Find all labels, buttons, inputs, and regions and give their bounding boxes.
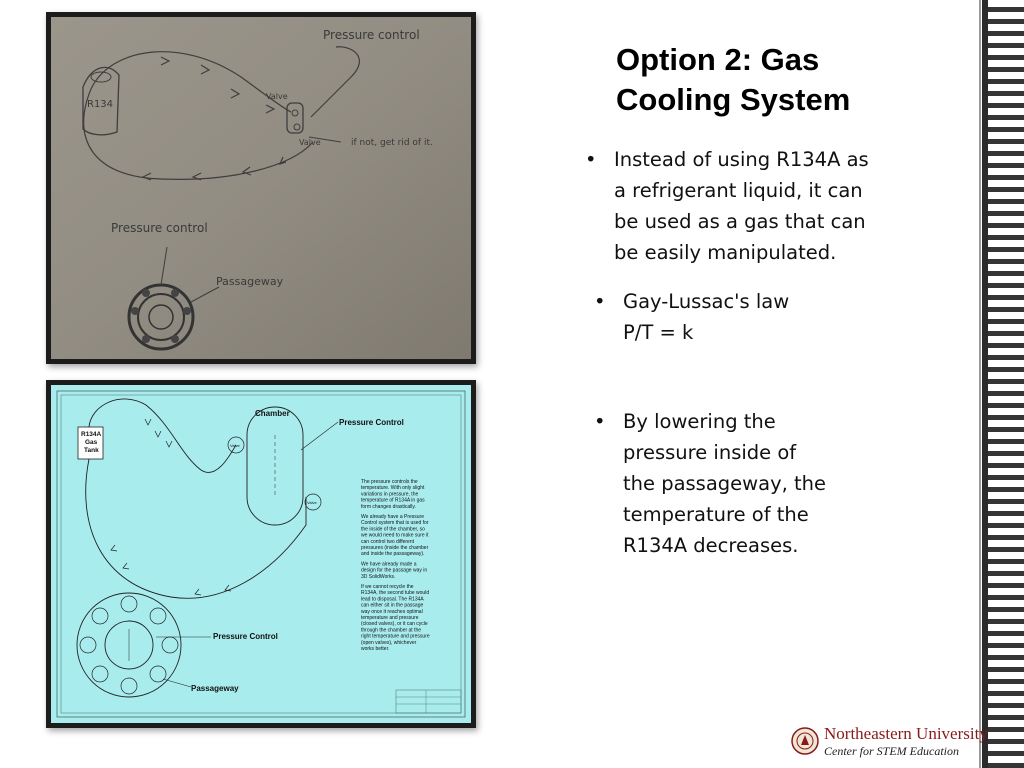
cad-note-line: form changes drastically. (361, 503, 416, 510)
university-seal-icon (790, 726, 820, 756)
bullet-3 (594, 406, 874, 566)
cad-note-line: the inside of the chamber, so (361, 526, 425, 533)
cad-note-line: 3D SolidWorks. (361, 573, 396, 580)
cad-note-line: lead to disposal. The R134A (361, 596, 424, 603)
cad-note-line: The pressure controls the (361, 479, 418, 485)
cad-note-line: temperature and pressure (361, 615, 419, 621)
sketch-label-valve-top: Valve (266, 92, 288, 101)
slide-title (616, 40, 916, 120)
bullet-1-marker: • (585, 148, 597, 171)
cad-note-line: design for the passage way in (361, 567, 428, 574)
cad-note-line: through the chamber at the (361, 627, 422, 634)
slide-title-line-1: Option 2: Gas (616, 42, 820, 77)
cad-label-tank-2: Gas (85, 439, 98, 446)
cad-label-tank-1: R134A (81, 431, 102, 438)
cad-label-chamber: Chamber (255, 409, 290, 418)
cad-label-pressure-control-top: Pressure Control (339, 418, 404, 427)
cad-note-line: Control system that is used for (361, 520, 429, 527)
bullet-3-text: By lowering the pressure inside of the passageway, the temperature of the R134A decreases. (623, 410, 827, 557)
sketch-label-pressure-control-top: Pressure control (323, 28, 420, 42)
cad-label-passageway: Passageway (191, 684, 239, 693)
film-strip-decoration (988, 0, 1024, 768)
logo-name: Northeastern University (824, 724, 988, 743)
cad-note-line: We already have a Pressure (361, 514, 424, 520)
cad-note-line: (open valves), whichever (361, 639, 417, 646)
cad-note-line: variations in pressure, the (361, 491, 419, 498)
cad-label-tank-3: Tank (84, 447, 99, 454)
cad-note-line: and inside the passageway). (361, 551, 425, 558)
sketch-label-pressure-control-mid: Pressure control (111, 221, 208, 235)
film-edge-line (979, 0, 981, 768)
sketch-label-tank: R134 (87, 99, 114, 110)
cad-drawing-frame (46, 380, 476, 728)
bullet-2-text: Gay-Lussac's law P/T = k (623, 290, 790, 344)
cad-drawing (51, 385, 471, 723)
cad-note-line: temperature of R134A in gas (361, 497, 425, 504)
sketch-photo (51, 17, 471, 359)
sketch-label-valve-bottom: Valve (299, 138, 321, 147)
cad-note-line: pressures (inside the chamber (361, 545, 429, 551)
cad-label-valve-2: Valve (307, 500, 317, 505)
sketch-photo-frame (46, 12, 476, 364)
sketch-label-note: if not, get rid of it. (351, 138, 433, 148)
cad-label-pressure-control-bottom: Pressure Control (213, 632, 278, 641)
cad-note-line: we would need to make sure it (361, 532, 429, 539)
cad-note-line: (closed valves), or it can cycle (361, 621, 428, 628)
cad-note-line: can either sit in the passage (361, 602, 424, 609)
bullet-3-marker: • (594, 410, 606, 433)
cad-note-line: right temperature and pressure (361, 633, 430, 640)
cad-note-line: can control two different (361, 538, 414, 545)
cad-note-line: way once it reaches optimal (361, 608, 423, 615)
bullet-1-text: Instead of using R134A as a refrigerant liquid, it can be used as a gas that can be easily manipulated. (614, 148, 869, 264)
northeastern-logo (790, 720, 990, 762)
sketch-drawing (51, 17, 471, 359)
cad-diagram (51, 385, 471, 723)
bullet-2-marker: • (594, 290, 606, 313)
cad-note-line: We have already made a (361, 561, 417, 568)
sketch-label-passageway: Passageway (216, 275, 284, 288)
cad-note-line: R134A, the second tube would (361, 590, 430, 597)
slide-title-line-2: Cooling System (616, 82, 851, 117)
cad-note-line: works better. (361, 646, 390, 652)
cad-note-line: temperature. With only slight (361, 485, 425, 492)
cad-label-valve-1: Valve (230, 443, 240, 448)
bullet-2 (594, 286, 874, 352)
bullet-1 (585, 144, 885, 274)
cad-note-line: If we cannot recycle the (361, 584, 414, 590)
logo-subtitle: Center for STEM Education (824, 744, 959, 758)
